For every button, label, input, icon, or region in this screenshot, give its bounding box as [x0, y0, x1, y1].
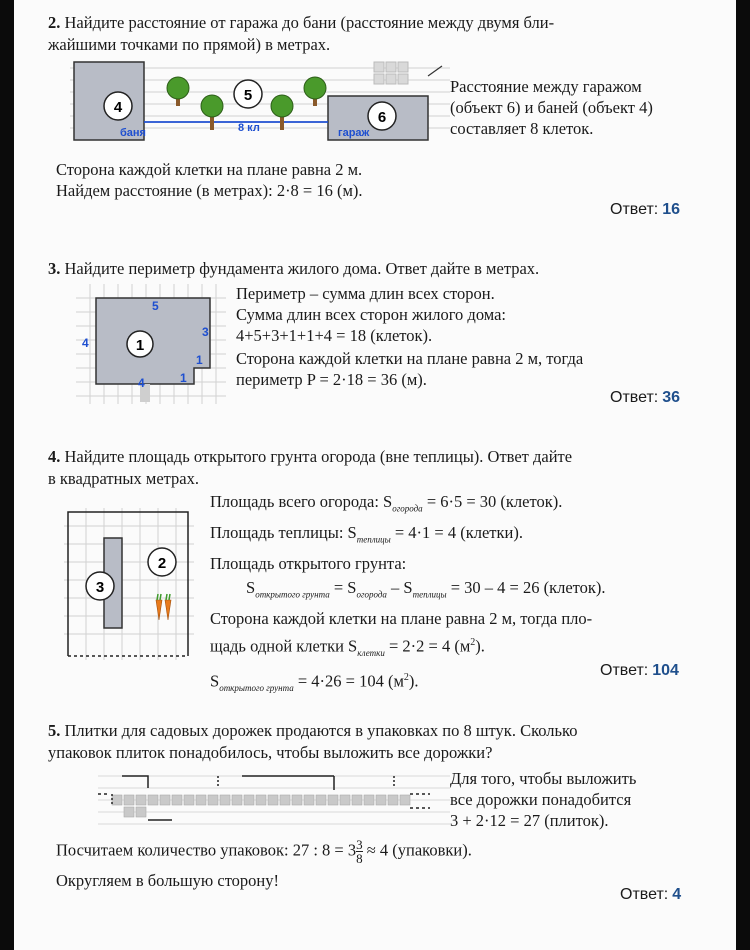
problem-2-solution-line2: Найдем расстояние (в метрах): 2·8 = 16 (м).: [56, 181, 363, 200]
answer-value: 16: [662, 201, 681, 218]
problem-5-text-line1: Плитки для садовых дорожек продаются в упаковках по 8 штук. Сколько: [64, 721, 578, 740]
answer-label: Ответ:: [620, 886, 669, 903]
side-step2-label: 1: [180, 371, 187, 385]
problem-3-text-line1: Найдите периметр фундамента жилого дома. Ответ дайте в метрах.: [64, 259, 540, 278]
answer-value: 4: [672, 886, 682, 903]
problem-4-line3: Площадь открытого грунта:: [210, 553, 407, 573]
problem-4-line4: $S_{открытого грунта} = S_{огорода} - S_{теплицы} = 30 - 4 = 26$ (клеток).: [246, 578, 606, 600]
tree-icon: [167, 77, 189, 106]
answer-label: Ответ:: [610, 201, 659, 218]
object-4-label: 4: [113, 99, 123, 116]
problem-3-answer: [610, 389, 680, 407]
problem-2-solution: [56, 159, 363, 201]
side-step1-label: 1: [196, 353, 203, 367]
tree-icon: [271, 95, 293, 130]
answer-label: Ответ:: [610, 389, 659, 406]
problem-4-text-line1: Найдите площадь открытого грунта огорода (вне теплицы). Ответ дайте: [64, 447, 573, 466]
problem-3-line2: Сумма длин всех сторон жилого дома:: [236, 305, 506, 324]
problem-3-line3: 4+5+3+1+1+4 = 18 (клеток).: [236, 326, 433, 345]
problem-4-text-line2: в квадратных метрах.: [48, 469, 199, 488]
problem-4-garden-figure: [64, 508, 194, 660]
problem-5-side-line2: все дорожки понадобится: [450, 790, 632, 809]
problem-2-text-line1: Найдите расстояние от гаража до бани (расстояние между двумя бли-: [64, 13, 555, 32]
problem-4-line5: Сторона каждой клетки на плане равна 2 м, тогда пло-: [210, 608, 593, 628]
problem-2-answer: [610, 201, 680, 219]
problem-4-line1: Площадь всего огорода: $S_{огорода} = 6\cdot 5 = 30$ (клеток).: [210, 492, 563, 514]
banya-label: баня: [120, 127, 146, 139]
tree-icon: [201, 95, 223, 130]
problem-5-answer: [620, 886, 681, 904]
object-2-label: 2: [157, 555, 167, 572]
side-left-label: 4: [82, 336, 89, 350]
problem-3-solution: [236, 283, 583, 390]
problem-5-text-line2: упаковок плиток понадобилось, чтобы выложить все дорожки?: [48, 743, 493, 762]
problem-2-question: [48, 12, 728, 56]
answer-value: 36: [662, 389, 681, 406]
problem-3-question: [48, 258, 728, 280]
problem-4-number: 4.: [48, 447, 61, 466]
object-5-label: 5: [243, 87, 253, 104]
problem-4-line6: щадь одной клетки $S_{клетки} = 2\cdot 2 = 4$ $(м^2)$.: [210, 636, 485, 659]
problem-4-answer: [600, 662, 679, 680]
object-6-label: 6: [377, 109, 387, 126]
problem-3-house-figure: [76, 284, 226, 404]
problem-2-solution-line1: Сторона каждой клетки на плане равна 2 м.: [56, 160, 363, 179]
problem-2-side-text: [450, 76, 653, 139]
tree-icon: [304, 77, 326, 106]
problem-5-side-text: [450, 768, 636, 831]
problem-2-side-line1: Расстояние между гаражом: [450, 77, 642, 96]
problem-4-line2: Площадь теплицы: $S_{теплицы} = 4\cdot 1 = 4$ (клетки).: [210, 522, 523, 545]
answer-label: Ответ:: [600, 662, 649, 679]
problem-2-number: 2.: [48, 13, 61, 32]
calc-text: Посчитаем количество упаковок: 27 : 8 = 3: [56, 840, 357, 860]
problem-3-line4: Сторона каждой клетки на плане равна 2 м, тогда: [236, 349, 584, 368]
object-3-label: 3: [95, 579, 105, 596]
side-bottom-label: 4: [138, 376, 145, 390]
problem-3-line5: периметр P = 2·18 = 36 (м).: [236, 370, 427, 389]
problem-5-round-note: Округляем в большую сторону!: [56, 871, 280, 890]
problem-5-side-line3: 3 + 2·12 = 27 (плиток).: [450, 811, 609, 830]
problem-4-solution: [210, 490, 606, 700]
problem-2-side-line3: составляет 8 клеток.: [450, 119, 594, 138]
problem-4-question: [48, 446, 728, 490]
problem-5-calc: [56, 838, 472, 865]
problem-2-text-line2: жайшими точками по прямой) в метрах.: [48, 35, 331, 54]
worksheet-page: [14, 0, 736, 950]
problem-5-paths-figure: [98, 768, 450, 830]
problem-5-question: [48, 720, 738, 764]
problem-5-number: 5.: [48, 721, 61, 740]
distance-label: 8 кл: [238, 122, 260, 134]
calc-fraction: $\frac{3}{8}$: [356, 837, 363, 866]
side-top-label: 5: [152, 299, 159, 313]
garage-label: гараж: [338, 127, 370, 139]
problem-5-side-line1: Для того, чтобы выложить: [450, 769, 637, 788]
problem-3-line1: Периметр – сумма длин всех сторон.: [236, 284, 495, 303]
answer-value: 104: [652, 662, 679, 679]
side-right-label: 3: [202, 325, 209, 339]
garden-path-tiles: [112, 795, 410, 817]
calc-result: ≈ 4 (упаковки).: [362, 840, 472, 860]
problem-4-line7: $S_{открытого грунта} = 4\cdot 26 = 104$ $(м^2)$.: [210, 671, 419, 693]
problem-2-plan-figure: [70, 58, 450, 144]
problem-3-number: 3.: [48, 259, 61, 278]
problem-2-side-line2: (объект 6) и баней (объект 4): [450, 98, 653, 117]
object-1-label: 1: [135, 337, 145, 354]
